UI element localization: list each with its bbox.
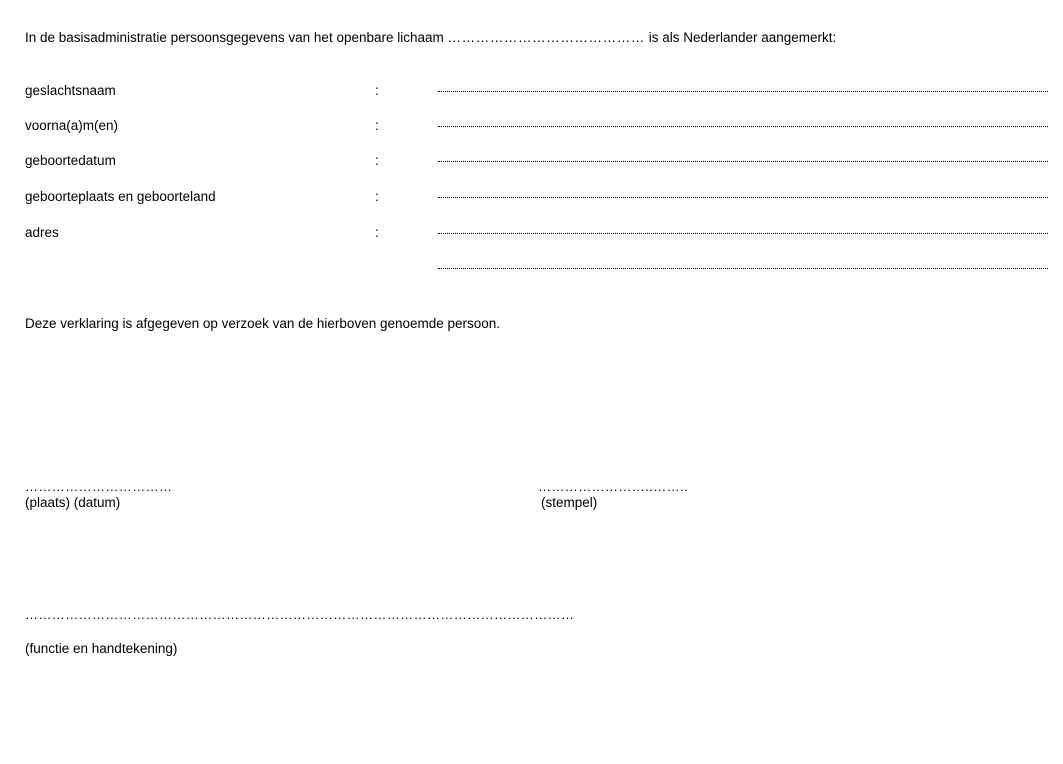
- field-label-adres: adres: [25, 225, 59, 240]
- field-label-geslachtsnaam: geslachtsnaam: [25, 83, 116, 98]
- signature-field[interactable]: ……………………………………………………………………………………………………………: [25, 607, 575, 622]
- intro-sentence: [25, 30, 836, 45]
- geboortedatum-field[interactable]: [438, 161, 1048, 162]
- geslachtsnaam-field[interactable]: [438, 91, 1048, 92]
- stamp-field[interactable]: ……………………..……..: [538, 479, 689, 494]
- intro-suffix: is als Nederlander aangemerkt:: [648, 30, 837, 45]
- field-label-voornamen: voorna(a)m(en): [25, 118, 119, 133]
- intro-prefix: In de basisadministratie persoonsgegevens van het openbare lichaam: [25, 30, 444, 45]
- place-date-caption: (plaats) (datum): [25, 495, 121, 510]
- field-colon: :: [375, 189, 379, 204]
- field-label-geboortedatum: geboortedatum: [25, 153, 116, 168]
- signature-caption: (functie en handtekening): [25, 641, 178, 656]
- geboorteplaats-field[interactable]: [438, 197, 1048, 198]
- statement-text: Deze verklaring is afgegeven op verzoek van de hierboven genoemde persoon.: [25, 316, 501, 331]
- field-colon: :: [375, 83, 379, 98]
- field-colon: :: [375, 118, 379, 133]
- adres-field-line-2[interactable]: [438, 268, 1048, 269]
- field-label-geboorteplaats: geboorteplaats en geboorteland: [25, 189, 216, 204]
- stamp-caption: (stempel): [541, 495, 598, 510]
- place-date-field[interactable]: ……………………………: [25, 479, 173, 494]
- municipality-blank[interactable]: ……………………………………: [447, 30, 645, 45]
- field-colon: :: [375, 225, 379, 240]
- adres-field-line-1[interactable]: [438, 233, 1048, 234]
- voornamen-field[interactable]: [438, 126, 1048, 127]
- field-colon: :: [375, 153, 379, 168]
